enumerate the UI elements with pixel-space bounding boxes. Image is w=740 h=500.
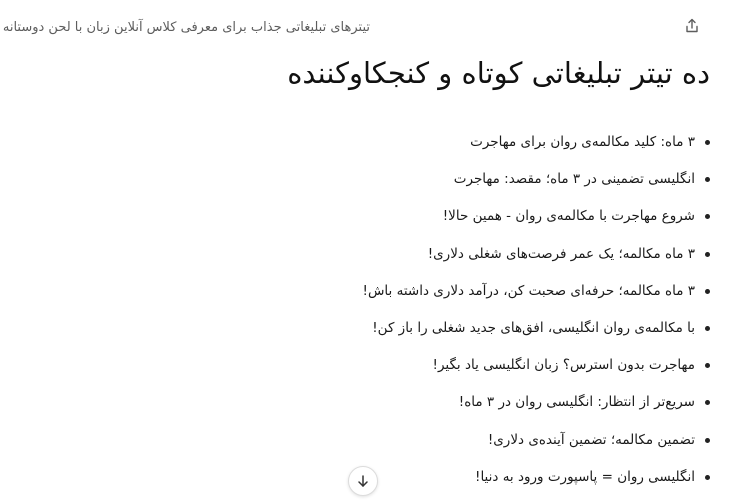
list-item [110,127,710,164]
headline-text: مهاجرت بدون استرس؟ زبان انگلیسی یاد بگیر! [432,357,695,374]
list-item [110,350,710,387]
response-heading: ده تیتر تبلیغاتی کوتاه و کنجکاوکننده [287,56,710,90]
headline-text: تضمین مکالمه؛ تضمین آینده‌ی دلاری! [487,431,695,448]
bullet-icon [705,400,710,405]
scroll-to-bottom-button[interactable] [348,466,378,496]
headline-text: انگلیسی تضمینی در ۳ ماه؛ مقصد: مهاجرت [453,171,695,188]
bullet-icon [705,438,710,443]
bullet-icon [705,252,710,257]
bullet-icon [705,214,710,219]
conversation-title[interactable]: تیترهای تبلیغاتی جذاب برای معرفی کلاس آنلاین زبان با لحن دوستانه [2,20,370,35]
headline-text: با مکالمه‌ی روان انگلیسی، افق‌های جدید شغلی را باز کن! [372,319,695,336]
bullet-icon [705,363,710,368]
bullet-icon [705,475,710,480]
list-item [110,425,710,462]
bullet-icon [705,140,710,145]
list-item [110,201,710,238]
conversation-title-group [0,20,370,35]
bullet-icon [705,326,710,331]
headline-list [110,127,710,499]
top-bar [0,0,740,50]
bullet-icon [705,177,710,182]
headline-text: انگلیسی روان = پاسپورت ورود به دنیا! [475,468,695,485]
arrow-down-icon [356,474,370,488]
headline-text: ۳ ماه: کلید مکالمه‌ی روان برای مهاجرت [470,134,695,150]
share-icon[interactable] [684,18,700,34]
list-item [110,462,710,499]
list-item [110,239,710,276]
list-item [110,313,710,350]
list-item [110,276,710,313]
list-item [110,164,710,201]
headline-text: ۳ ماه مکالمه؛ حرفه‌ای صحبت کن، درآمد دلاری داشته باش! [362,282,695,299]
list-item [110,387,710,424]
bullet-icon [705,289,710,294]
headline-text: ۳ ماه مکالمه؛ یک عمر فرصت‌های شغلی دلاری! [427,245,695,262]
headline-text: سریع‌تر از انتظار: انگلیسی روان در ۳ ماه! [458,394,695,411]
headline-text: شروع مهاجرت با مکالمه‌ی روان - همین حالا! [442,208,695,225]
